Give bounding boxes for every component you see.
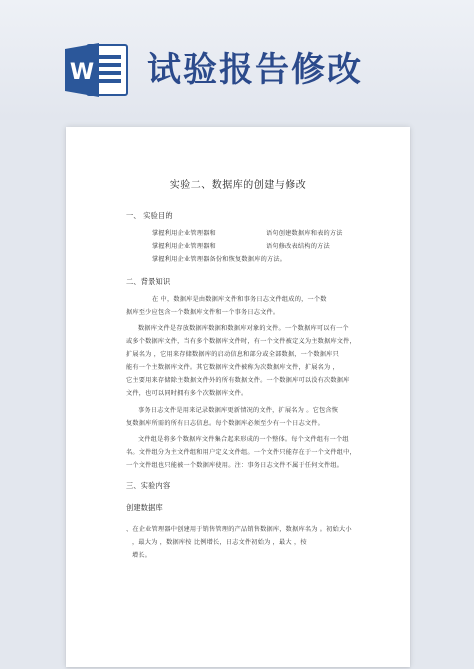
watermark-text <box>26 267 29 277</box>
word-logo-letter: W <box>69 60 95 85</box>
paragraph-line: 事务日志文件是用来记录数据库更新情况的文件，扩展名为 。它包含恢 <box>138 407 339 414</box>
section-heading-2: 二、背景知识 <box>126 277 171 286</box>
word-document-icon <box>63 41 131 99</box>
document-title: 实验二、数据库的创建与修改 <box>169 180 307 191</box>
paragraph-line: 据库至少应包含一个数据库文件和一个事务日志文件。 <box>126 309 280 316</box>
objective-item-2b: 语句修改表结构的方法 <box>266 243 330 250</box>
objective-item-3: 掌握利用企业管理器备份和恢复数据库的方法。 <box>152 256 287 263</box>
paragraph-line: 复数据库所需的所有日志信息。每个数据库必须至少有一个日志文件。 <box>126 420 325 427</box>
paragraph-line: 文件，也可以同时拥有多个次数据库文件。 <box>126 390 248 397</box>
objective-item-2a: 掌握利用企业管理器和 <box>152 243 216 250</box>
paragraph-line: 名。文件组分为主文件组和用户定义文件组。一个文件只能存在于一个文件组中， <box>126 449 356 456</box>
paragraph-line: 文件组是将多个数据库文件集合起来形成的一个整体。每个文件组有一个组 <box>138 436 349 443</box>
paragraph-line: 一个文件组也只能被一个数据库使用。注：事务日志文件不属于任何文件组。 <box>126 462 344 469</box>
section-heading-1: 一、 实验目的 <box>126 211 173 220</box>
paragraph-line: 数据库文件是存放数据库数据和数据库对象的文件。一个数据库可以有一个 <box>138 325 349 332</box>
paragraph-line: 、在企业管理器中创建用于销售管理的产品销售数据库，数据库名为 。初始大小 <box>126 526 352 533</box>
paragraph-line: ，最大为 ，数据库按 比例增长，日志文件初始为 ，最大 ，按 <box>132 539 307 546</box>
paragraph-line: 在 中，数据库是由数据库文件和事务日志文件组成的，一个数 <box>152 296 327 303</box>
objective-item-1b: 语句创建数据库和表的方法 <box>266 230 343 237</box>
document-page <box>66 127 410 667</box>
section-heading-3: 三、实验内容 <box>126 481 171 490</box>
banner <box>0 0 474 120</box>
paragraph-line: 或多个数据库文件，当有多个数据库文件时，有一个文件被定义为主数据库文件， <box>126 338 356 345</box>
banner-title: 试验报告修改 <box>147 50 363 90</box>
paragraph-line: 增长。 <box>132 552 152 559</box>
objective-item-1a: 掌握利用企业管理器和 <box>152 230 216 237</box>
paragraph-line: 它主要用来存储除主数据文件外的所有数据文件。一个数据库可以没有次数据库 <box>126 377 350 384</box>
paragraph-line: 扩展名为 ，它用来存储数据库的启动信息和部分或全部数据，一个数据库只 <box>126 351 339 358</box>
subsection-heading: 创建数据库 <box>126 503 163 512</box>
paragraph-line: 能有一个主数据库文件。其它数据库文件被称为次数据库文件，扩展名为 ， <box>126 364 339 371</box>
